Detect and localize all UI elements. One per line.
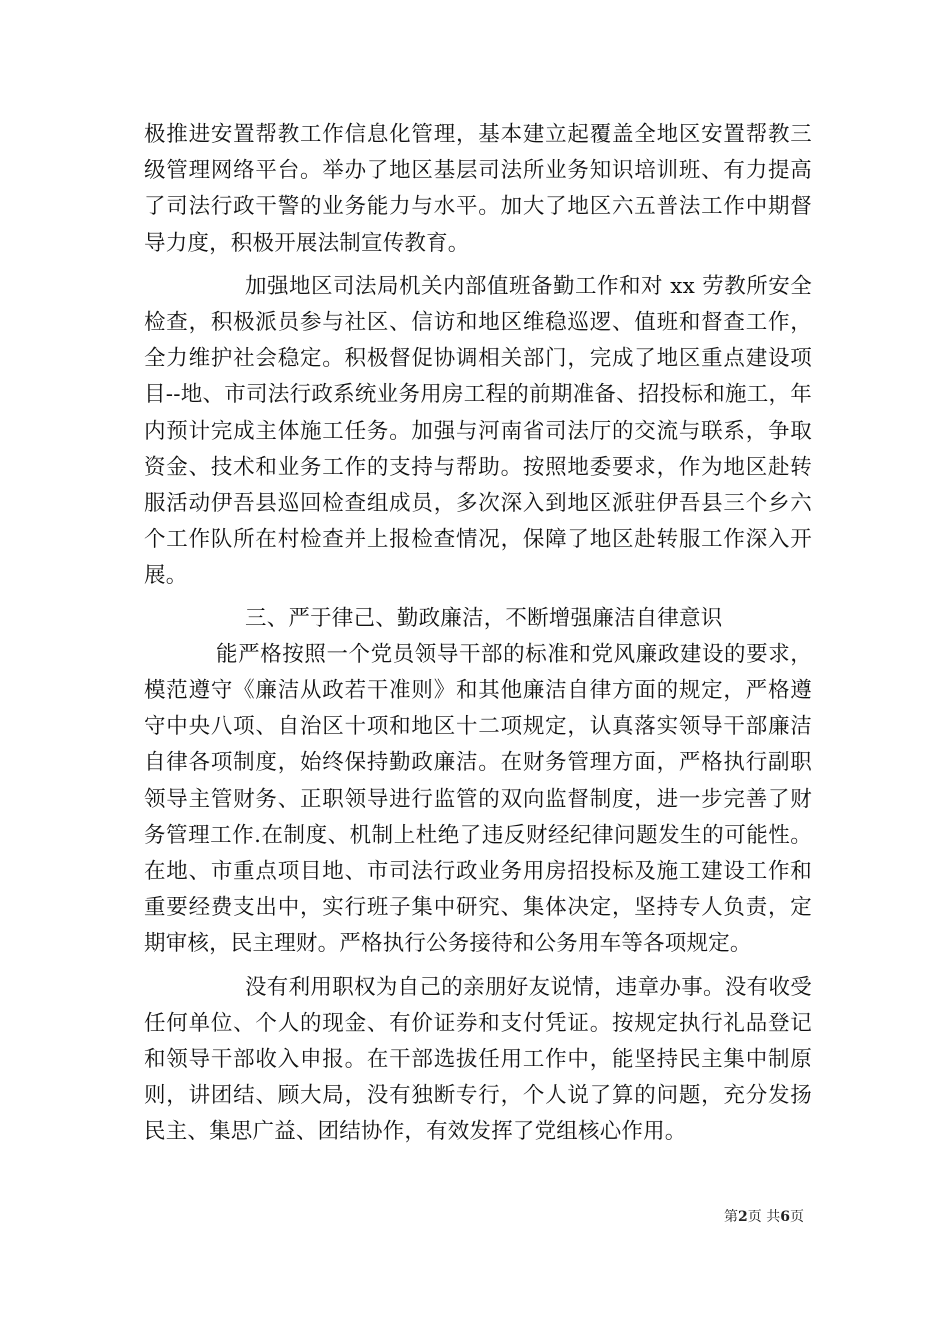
footer-total-pages: 6 [780, 1209, 790, 1225]
page-number-footer [724, 1206, 804, 1226]
document-body [144, 117, 812, 1151]
section-heading: 三、严于律己、勤政廉洁，不断增强廉洁自律意识 [245, 605, 723, 631]
paragraph-security-work: 加强地区司法局机关内部值班备勤工作和对 xx 劳教所安全检查，积极派员参与社区、信访和地区维稳巡逻、值班和督查工作，全力维护社会稳定。积极督促协调相关部门，完成了地区重点建设项目--地、市司法行政系统业务用房工程的前期准备、招投标和施工，年内预计完成主体施工任务。加强与河南省司法厅的交流与联系，争取资金、技术和业务工作的支持与帮助。按照地委要求，作为地区赴转服活动伊吾县巡回检查组成员，多次深入到地区派驻伊吾县三个乡六个工作队所在村检查并上报检查情况，保障了地区赴转服工作深入开展。 [144, 273, 812, 589]
paragraph-continuation: 极推进安置帮教工作信息化管理，基本建立起覆盖全地区安置帮教三级管理网络平台。举办了地区基层司法所业务知识培训班、有力提高了司法行政干警的业务能力与水平。加大了地区六五普法工作中期督导力度，积极开展法制宣传教育。 [144, 122, 812, 256]
footer-suffix: 页 [790, 1209, 804, 1225]
paragraph-self-discipline: 没有利用职权为自己的亲朋好友说情，违章办事。没有收受任何单位、个人的现金、有价证券和支付凭证。按规定执行礼品登记和领导干部收入申报。在干部选拔任用工作中，能坚持民主集中制原则，讲团结、顾大局，没有独断专行，个人说了算的问题，充分发扬民主、集思广益、团结协作，有效发挥了党组核心作用。 [144, 974, 812, 1145]
footer-current-page: 2 [738, 1209, 748, 1225]
footer-middle: 页 共 [747, 1209, 781, 1225]
paragraph-integrity: 能严格按照一个党员领导干部的标准和党风廉政建设的要求，模范遵守《廉洁从政若干准则》和其他廉洁自律方面的规定，严格遵守中央八项、自治区十项和地区十二项规定，认真落实领导干部廉洁自律各项制度，始终保持勤政廉洁。在财务管理方面，严格执行副职领导主管财务、正职领导进行监管的双向监督制度，进一步完善了财务管理工作.在制度、机制上杜绝了违反财经纪律问题发生的可能性。在地、市重点项目地、市司法行政业务用房招投标及施工建设工作和重要经费支出中，实行班子集中研究、集体决定，坚持专人负责，定期审核，民主理财。严格执行公务接待和公务用车等各项规定。 [144, 641, 812, 957]
footer-prefix: 第 [724, 1209, 739, 1225]
